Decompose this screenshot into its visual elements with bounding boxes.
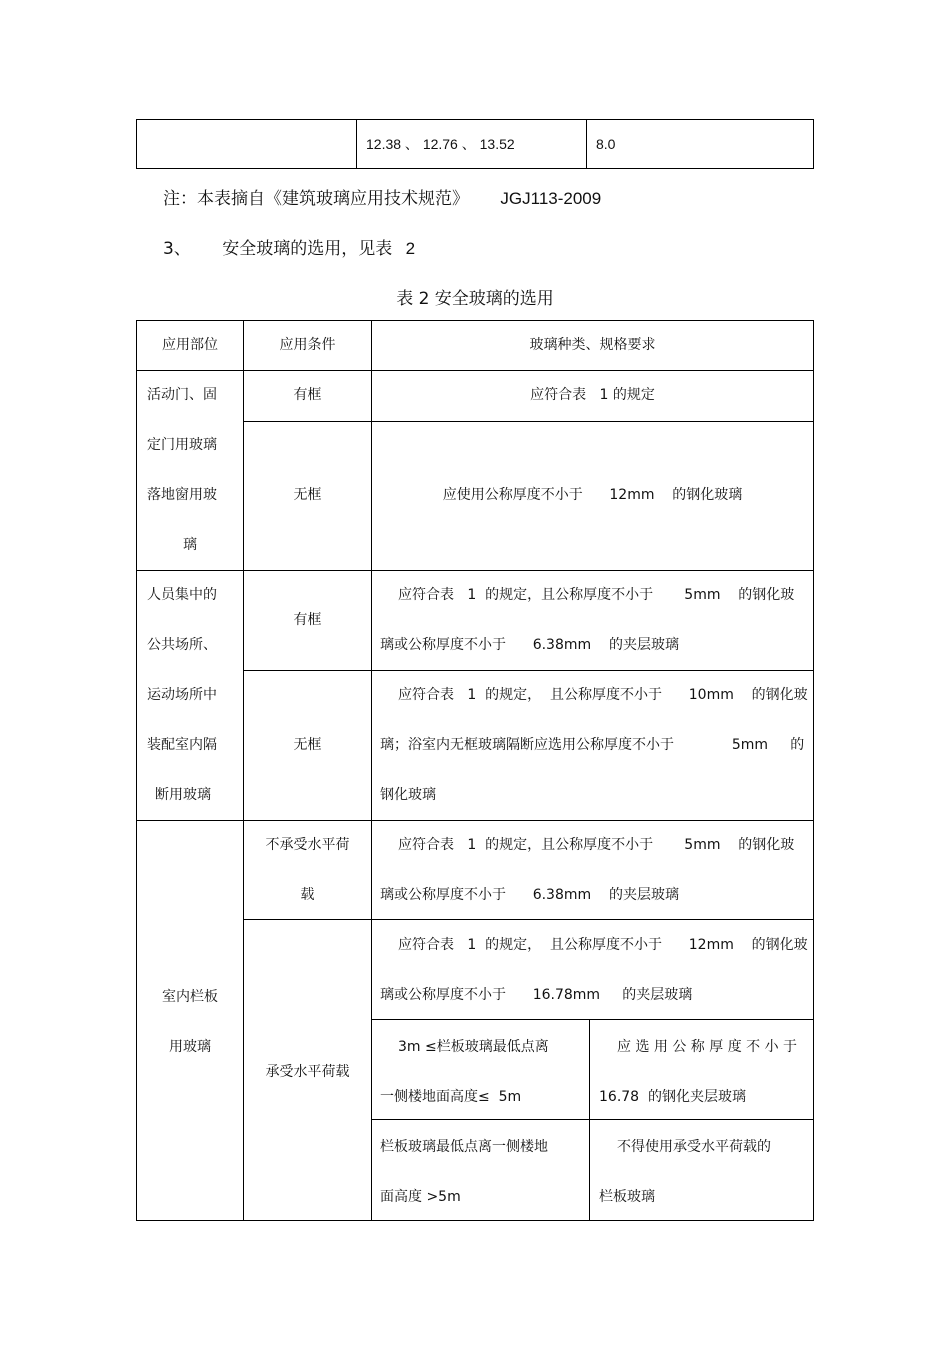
top-table-cell: 12.38 、 12.76 、 13.52 [366, 136, 515, 152]
group3-no-load: 载 [300, 887, 315, 903]
note-standard-code: JGJ113-2009 [500, 189, 602, 208]
section-text: 安全玻璃的选用，见表 [222, 239, 393, 259]
group2-framed-requirement: 璃或公称厚度不小于 6.38mm 的夹层玻璃 [380, 637, 679, 653]
section-heading [163, 234, 415, 259]
note-source: 注：本表摘自《建筑玻璃应用技术规范》 [163, 189, 469, 209]
group3-sub2-requirement: 不得使用承受水平荷载的 [617, 1139, 771, 1155]
group2-part: 装配室内隔 [147, 737, 217, 753]
group3-no-load-requirement: 璃或公称厚度不小于 6.38mm 的夹层玻璃 [380, 887, 679, 903]
group2-framed-requirement: 应符合表 1 的规定，且公称厚度不小于 5mm 的钢化玻 [398, 587, 795, 603]
group3-no-load: 不承受水平荷 [265, 837, 350, 853]
group2-frameless-requirement: 璃；浴室内无框玻璃隔断应选用公称厚度不小于 5mm 的 [380, 737, 805, 753]
group3-sub2-requirement: 栏板玻璃 [599, 1189, 655, 1205]
group3-part: 用玻璃 [169, 1039, 211, 1055]
group3-sub2-condition: 面高度 >5m [380, 1189, 461, 1205]
group1-frameless-requirement: 应使用公称厚度不小于 12mm 的钢化玻璃 [442, 487, 743, 503]
group3-no-load-requirement: 应符合表 1 的规定，且公称厚度不小于 5mm 的钢化玻 [398, 837, 795, 853]
group2-part: 运动场所中 [147, 687, 217, 703]
group3-part: 室内栏板 [162, 989, 218, 1005]
group3-sub2-condition: 栏板玻璃最低点离一侧楼地 [380, 1139, 548, 1155]
table-note [163, 184, 601, 209]
header-application-part: 应用部位 [162, 337, 218, 353]
section-table-ref: 2 [405, 239, 416, 258]
group3-sub1-condition: 3m ≤栏板玻璃最低点离 [398, 1039, 549, 1055]
group2-part: 人员集中的 [147, 587, 217, 603]
group3-load-requirement: 璃或公称厚度不小于 16.78mm 的夹层玻璃 [380, 987, 693, 1003]
group1-framed: 有框 [293, 387, 322, 403]
group1-part: 活动门、固 [147, 387, 217, 403]
group1-part: 璃 [183, 537, 197, 553]
group2-frameless-requirement: 应符合表 1 的规定， 且公称厚度不小于 10mm 的钢化玻 [398, 687, 808, 703]
group3-sub1-condition: 一侧楼地面高度≤ 5m [380, 1089, 522, 1105]
group3-sub1-requirement: 16.78 的钢化夹层玻璃 [599, 1089, 746, 1105]
top-table-cell: 8.0 [596, 136, 616, 152]
group3-load-requirement: 应符合表 1 的规定， 且公称厚度不小于 12mm 的钢化玻 [398, 937, 808, 953]
group3-load: 承受水平荷载 [265, 1064, 350, 1080]
group2-part: 公共场所、 [147, 637, 217, 653]
group2-part: 断用玻璃 [155, 787, 211, 803]
group1-framed-requirement: 应符合表 1 的规定 [530, 387, 655, 403]
header-application-condition: 应用条件 [279, 337, 336, 353]
group1-part: 定门用玻璃 [147, 437, 217, 453]
section-number: 3、 [163, 239, 191, 259]
group2-framed: 有框 [293, 612, 322, 628]
group1-part: 落地窗用玻 [147, 487, 217, 503]
group2-frameless-requirement: 钢化玻璃 [380, 787, 436, 803]
header-glass-requirements: 玻璃种类、规格要求 [529, 337, 656, 353]
table-caption: 表 2 安全玻璃的选用 [396, 289, 554, 309]
group3-sub1-requirement: 应 选 用 公 称 厚 度 不 小 于 [617, 1039, 798, 1055]
group2-frameless: 无框 [293, 737, 322, 753]
group1-frameless: 无框 [293, 487, 322, 503]
